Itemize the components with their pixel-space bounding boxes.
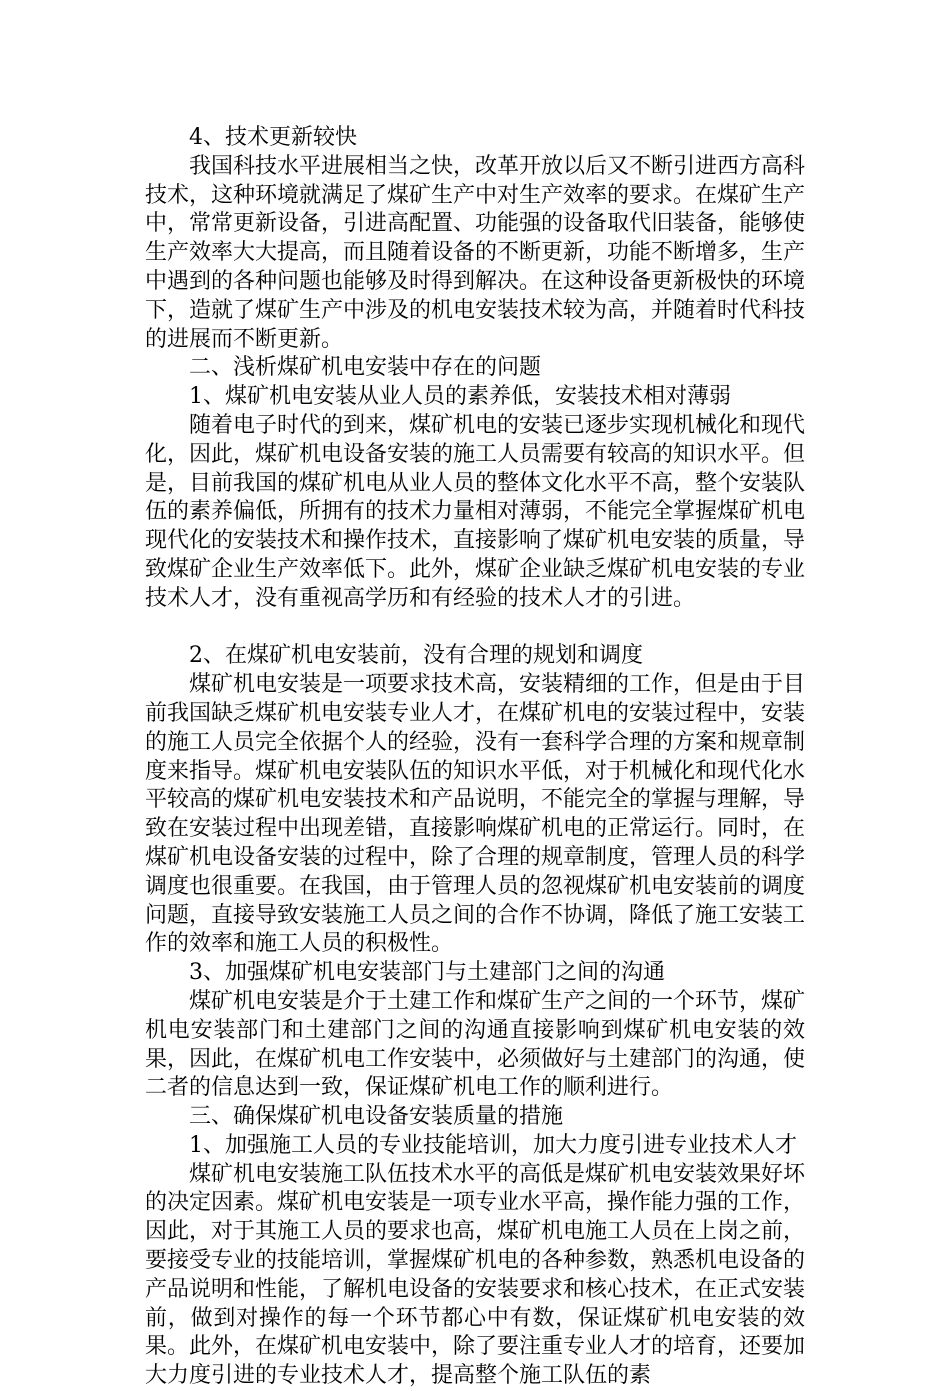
section-heading-tech-update: 4、技术更新较快 (189, 125, 357, 150)
paragraph-no-planning: 煤矿机电安装是一项要求技术高，安装精细的工作，但是由于目前我国缺乏煤矿机电安装专业人才，在煤矿机电的安装过程中，安装的施工人员完全依据个人的经验，没有一套科学合理的方案和规章制度来指导。煤矿机电安装队伍的知识水平低，对于机械化和现代化水平较高的煤矿机电安装技术和产品说明，不能完全的掌握与理解，导致在安装过程中出现差错，直接影响煤矿机电的正常运行。同时，在煤矿机电设备安装的过程中，除了合理的规章制度，管理人员的科学调度也很重要。在我国，由于管理人员的忽视煤矿机电安装前的调度问题，直接导致安装施工人员之间的合作不协调，降低了施工安装工作的效率和施工人员的积极性。 (145, 672, 806, 957)
blank-line (145, 614, 805, 643)
section-heading-measures: 三、确保煤矿机电设备安装质量的措施 (189, 1104, 564, 1130)
paragraph-low-quality-staff: 随着电子时代的到来，煤矿机电的安装已逐步实现机械化和现代化，因此，煤矿机电设备安装的施工人员需要有较高的知识水平。但是，目前我国的煤矿机电从业人员的整体文化水平不高，整个安装队伍的素养偏低，所拥有的技术力量相对薄弱，不能完全掌握煤矿机电现代化的安装技术和操作技术，直接影响了煤矿机电安装的质量，导致煤矿企业生产效率低下。此外，煤矿企业缺乏煤矿机电安装的专业技术人才，没有重视高学历和有经验的技术人才的引进。 (145, 412, 806, 611)
paragraph-tech-update: 我国科技水平进展相当之快，改革开放以后又不断引进西方高科技术，这种环境就满足了煤矿生产中对生产效率的要求。在煤矿生产中，常常更新设备，引进高配置、功能强的设备取代旧装备，能够使生产效率大大提高，而且随着设备的不断更新，功能不断增多，生产中遇到的各种问题也能够及时得到解决。在这种设备更新极快的环境下，造就了煤矿生产中涉及的机电安装技术较为高，并随着时代科技的进展而不断更新。 (145, 153, 806, 352)
paragraph-training: 煤矿机电安装施工队伍技术水平的高低是煤矿机电安装效果好坏的决定因素。煤矿机电安装是一项专业水平高，操作能力强的工作，因此，对于其施工人员的要求也高，煤矿机电施工人员在上岗之前，要接受专业的技能培训，掌握煤矿机电的各种参数，熟悉机电设备的产品说明和性能，了解机电设备的安装要求和核心技术，在正式安装前，做到对操作的每一个环节都心中有数，保证煤矿机电安装的效果。此外，在煤矿机电安装中，除了要注重专业人才的培育，还要加大力度引进的专业技术人才，提高整个施工队伍的素 (145, 1161, 806, 1389)
subheading-no-planning: 2、在煤矿机电安装前，没有合理的规划和调度 (189, 643, 643, 669)
subheading-training: 1、加强施工人员的专业技能培训，加大力度引进专业技术人才 (189, 1132, 797, 1158)
section-heading-problems: 二、浅析煤矿机电安装中存在的问题 (189, 355, 542, 381)
paragraph-communication: 煤矿机电安装是介于土建工作和煤矿生产之间的一个环节，煤矿机电安装部门和土建部门之间的沟通直接影响到煤矿机电安装的效果，因此，在煤矿机电工作安装中，必须做好与土建部门的沟通，使二者的信息达到一致，保证煤矿机电工作的顺利进行。 (145, 988, 806, 1101)
subheading-low-quality-staff: 1、煤矿机电安装从业人员的素养低，安装技术相对薄弱 (189, 384, 731, 410)
subheading-communication: 3、加强煤矿机电安装部门与土建部门之间的沟通 (189, 960, 665, 986)
document-body (145, 124, 805, 1391)
